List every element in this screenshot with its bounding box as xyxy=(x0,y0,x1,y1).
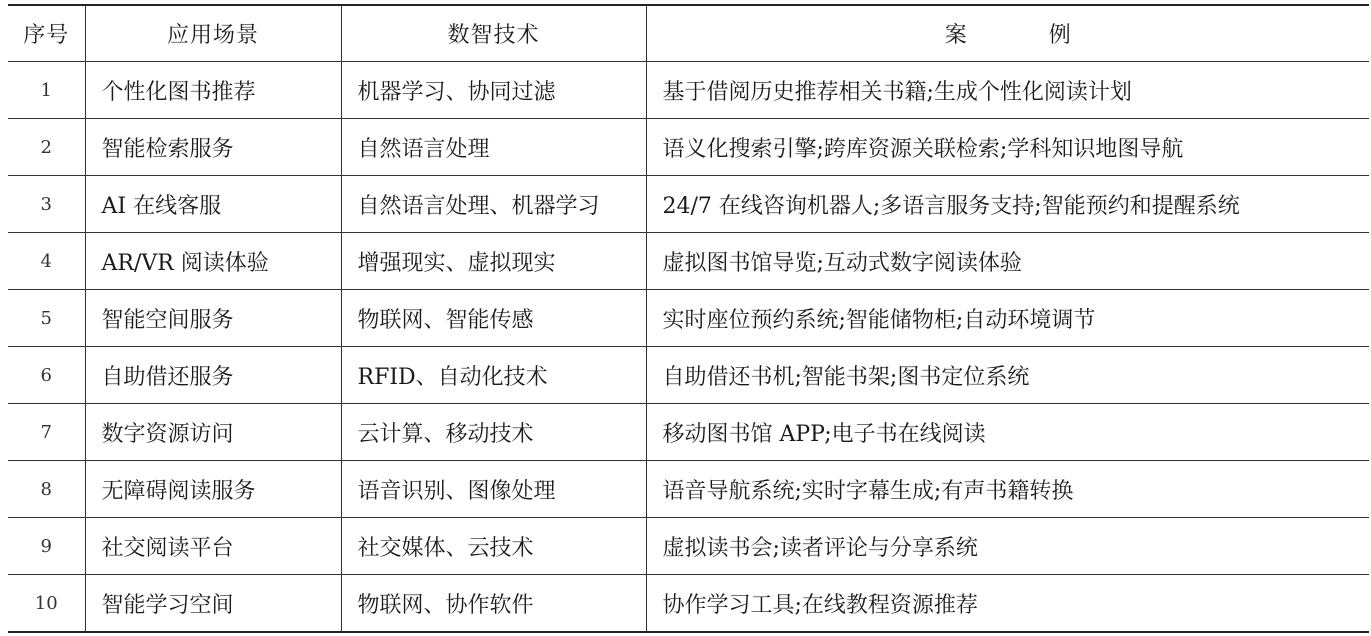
table-row xyxy=(8,290,1369,347)
row-technology: 语音识别、图像处理 xyxy=(341,461,646,518)
row-index: 10 xyxy=(8,575,85,633)
row-case: 语义化搜索引擎;跨库资源关联检索;学科知识地图导航 xyxy=(646,119,1369,176)
row-scenario: 个性化图书推荐 xyxy=(85,62,341,119)
row-technology: 物联网、协作软件 xyxy=(341,575,646,633)
row-case: 虚拟图书馆导览;互动式数字阅读体验 xyxy=(646,233,1369,290)
row-case: 语音导航系统;实时字幕生成;有声书籍转换 xyxy=(646,461,1369,518)
row-technology: 自然语言处理、机器学习 xyxy=(341,176,646,233)
table-row xyxy=(8,62,1369,119)
header-scenario: 应用场景 xyxy=(85,5,341,62)
row-index: 7 xyxy=(8,404,85,461)
row-scenario: 社交阅读平台 xyxy=(85,518,341,575)
row-index: 5 xyxy=(8,290,85,347)
application-scenarios-table xyxy=(8,4,1369,633)
row-technology: 云计算、移动技术 xyxy=(341,404,646,461)
row-scenario: 智能检索服务 xyxy=(85,119,341,176)
row-technology: 社交媒体、云技术 xyxy=(341,518,646,575)
row-case: 虚拟读书会;读者评论与分享系统 xyxy=(646,518,1369,575)
row-index: 8 xyxy=(8,461,85,518)
row-scenario: 智能空间服务 xyxy=(85,290,341,347)
header-index: 序号 xyxy=(8,5,85,62)
row-index: 1 xyxy=(8,62,85,119)
table-row xyxy=(8,119,1369,176)
row-scenario: 自助借还服务 xyxy=(85,347,341,404)
row-technology: RFID、自动化技术 xyxy=(341,347,646,404)
table-row xyxy=(8,347,1369,404)
row-scenario: AR/VR 阅读体验 xyxy=(85,233,341,290)
header-technology: 数智技术 xyxy=(341,5,646,62)
data-table-container xyxy=(8,4,1369,633)
row-case: 协作学习工具;在线教程资源推荐 xyxy=(646,575,1369,633)
row-case: 基于借阅历史推荐相关书籍;生成个性化阅读计划 xyxy=(646,62,1369,119)
table-row xyxy=(8,404,1369,461)
row-scenario: 无障碍阅读服务 xyxy=(85,461,341,518)
row-scenario: 数字资源访问 xyxy=(85,404,341,461)
row-index: 3 xyxy=(8,176,85,233)
row-scenario: AI 在线客服 xyxy=(85,176,341,233)
row-index: 2 xyxy=(8,119,85,176)
header-case: 案 例 xyxy=(646,5,1369,62)
header-row xyxy=(8,5,1369,62)
row-index: 9 xyxy=(8,518,85,575)
row-scenario: 智能学习空间 xyxy=(85,575,341,633)
row-case: 自助借还书机;智能书架;图书定位系统 xyxy=(646,347,1369,404)
table-row xyxy=(8,176,1369,233)
table-body xyxy=(8,62,1369,633)
table-row xyxy=(8,518,1369,575)
row-technology: 自然语言处理 xyxy=(341,119,646,176)
row-index: 6 xyxy=(8,347,85,404)
table-row xyxy=(8,575,1369,633)
row-case: 实时座位预约系统;智能储物柜;自动环境调节 xyxy=(646,290,1369,347)
row-case: 移动图书馆 APP;电子书在线阅读 xyxy=(646,404,1369,461)
table-row xyxy=(8,233,1369,290)
row-technology: 增强现实、虚拟现实 xyxy=(341,233,646,290)
row-index: 4 xyxy=(8,233,85,290)
row-technology: 物联网、智能传感 xyxy=(341,290,646,347)
table-row xyxy=(8,461,1369,518)
row-technology: 机器学习、协同过滤 xyxy=(341,62,646,119)
table-header xyxy=(8,5,1369,62)
row-case: 24/7 在线咨询机器人;多语言服务支持;智能预约和提醒系统 xyxy=(646,176,1369,233)
